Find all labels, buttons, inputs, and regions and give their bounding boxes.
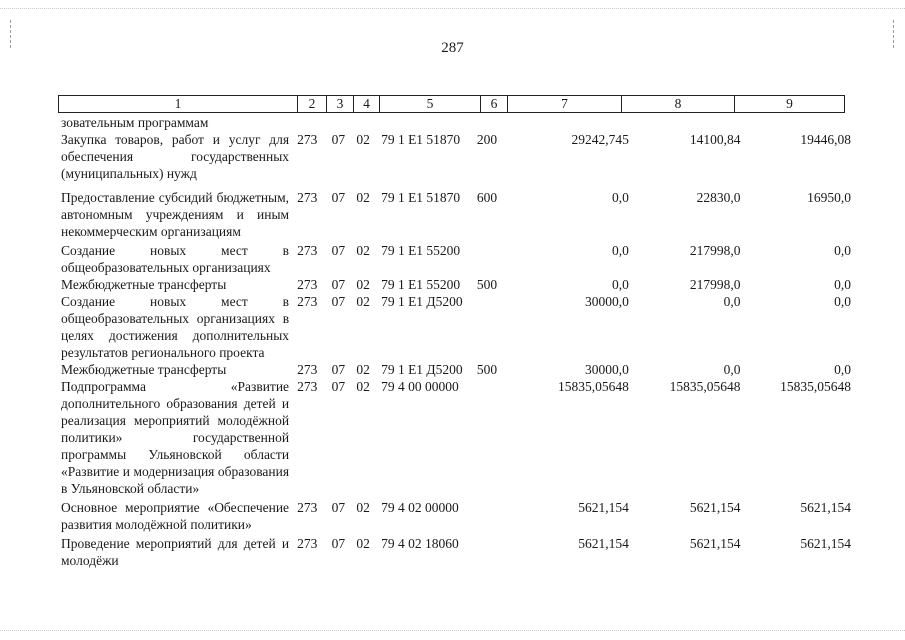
row-value-1: 15835,05648	[558, 379, 629, 394]
row-value-1: 0,0	[612, 190, 629, 205]
row-value-2: 5621,154	[689, 500, 741, 515]
row-target-code: 79 4 02 00000	[381, 500, 459, 515]
header-col-1: 1	[174, 96, 182, 111]
row-section: 07	[331, 243, 346, 258]
table-row	[61, 131, 851, 182]
row-type-code: 600	[476, 190, 498, 205]
table-row	[61, 189, 851, 240]
table-body	[61, 114, 851, 569]
row-value-2: 22830,0	[696, 190, 741, 205]
row-section: 07	[331, 294, 346, 309]
row-admin-code: 273	[297, 379, 318, 394]
row-type-code	[477, 499, 502, 533]
row-value-3: 0,0	[834, 243, 852, 258]
scan-artifact-bottom	[0, 630, 905, 632]
row-target-code: 79 1 E1 51870	[381, 190, 461, 205]
row-type-code	[477, 535, 502, 569]
table-header	[58, 95, 845, 113]
table-row	[61, 114, 851, 131]
row-type-code: 200	[476, 132, 498, 147]
row-name: Основное мероприятие «Обеспечение развития молодёжной политики»	[61, 500, 290, 532]
row-admin-code: 273	[297, 500, 318, 515]
row-name: Создание новых мест в общеобразовательных организациях в целях достижения дополнительных результатов регионального проекта	[61, 294, 290, 360]
header-col-5: 5	[379, 96, 480, 112]
table-row	[61, 378, 851, 497]
row-value-2: 15835,05648	[669, 379, 741, 394]
row-value-3: 5621,154	[800, 536, 852, 551]
row-subsection: 02	[356, 132, 370, 147]
row-subsection: 02	[356, 190, 370, 205]
row-target-code: 79 4 02 18060	[381, 536, 459, 551]
row-type-code	[477, 293, 502, 361]
row-value-3: 5621,154	[800, 500, 852, 515]
row-subsection: 02	[356, 294, 370, 309]
row-value-1: 0,0	[612, 243, 629, 258]
table-row	[61, 242, 851, 276]
header-col-9: 9	[734, 96, 844, 112]
row-type-code: 500	[476, 277, 498, 292]
header-col-3: 3	[326, 96, 353, 112]
row-section: 07	[331, 132, 346, 147]
row-name: Межбюджетные трансферты	[61, 362, 227, 377]
table-row	[61, 276, 851, 293]
row-name: Закупка товаров, работ и услуг для обеспечения государственных (муниципальных) нужд	[61, 132, 290, 181]
header-col-6: 6	[480, 96, 507, 112]
row-section: 07	[331, 362, 346, 377]
row-value-2: 14100,84	[689, 132, 741, 147]
row-subsection: 02	[356, 379, 370, 394]
row-target-code: 79 1 E1 51870	[381, 132, 461, 147]
header-col-7: 7	[507, 96, 621, 112]
row-name: Межбюджетные трансферты	[61, 277, 227, 292]
row-name: Подпрограмма «Развитие дополнительного образования детей и реализация мероприятий молодёжной политики» государственной программы Ульяновской области «Развитие и модернизация образования в Ульяновской области»	[61, 379, 290, 496]
row-admin-code: 273	[297, 243, 318, 258]
table-row	[61, 499, 851, 533]
row-name: зовательным программам	[61, 115, 209, 130]
row-admin-code: 273	[297, 536, 318, 551]
table-row	[61, 361, 851, 378]
row-section: 07	[331, 277, 346, 292]
row-admin-code: 273	[297, 190, 318, 205]
page-number: 287	[441, 40, 464, 56]
row-value-1: 30000,0	[585, 294, 629, 309]
table-row	[61, 535, 851, 569]
row-value-1: 5621,154	[578, 500, 629, 515]
scan-artifact-top	[0, 8, 905, 10]
row-value-3: 19446,08	[800, 132, 852, 147]
row-value-3: 0,0	[834, 277, 852, 292]
row-value-2: 0,0	[723, 362, 741, 377]
row-value-3: 15835,05648	[780, 379, 852, 394]
table-row	[61, 293, 851, 361]
row-value-1: 0,0	[612, 277, 629, 292]
row-name: Создание новых мест в общеобразовательных организациях	[61, 243, 290, 275]
row-target-code: 79 1 E1 55200	[381, 243, 461, 258]
row-value-2: 5621,154	[689, 536, 741, 551]
row-name: Предоставление субсидий бюджетным, автономным учреждениям и иным некоммерческим организациям	[61, 190, 290, 239]
row-subsection: 02	[356, 536, 370, 551]
row-admin-code: 273	[297, 362, 318, 377]
row-admin-code: 273	[297, 294, 318, 309]
row-value-3: 0,0	[834, 294, 852, 309]
row-name: Проведение мероприятий для детей и молодёжи	[61, 536, 290, 568]
row-value-3: 0,0	[834, 362, 852, 377]
row-value-1: 30000,0	[585, 362, 629, 377]
row-type-code	[477, 242, 502, 276]
row-value-1: 5621,154	[578, 536, 629, 551]
row-subsection: 02	[356, 243, 370, 258]
row-target-code: 79 4 00 00000	[381, 379, 459, 394]
row-target-code: 79 1 E1 Д5200	[381, 294, 463, 309]
row-value-2: 217998,0	[689, 243, 741, 258]
row-section: 07	[331, 190, 346, 205]
row-subsection: 02	[356, 500, 370, 515]
header-col-4: 4	[353, 96, 379, 112]
row-subsection: 02	[356, 277, 370, 292]
row-subsection: 02	[356, 362, 370, 377]
row-admin-code: 273	[297, 132, 318, 147]
row-target-code: 79 1 E1 55200	[381, 277, 461, 292]
row-value-2: 0,0	[723, 294, 741, 309]
header-col-2: 2	[297, 96, 326, 112]
row-target-code: 79 1 E1 Д5200	[381, 362, 463, 377]
row-admin-code: 273	[297, 277, 318, 292]
row-section: 07	[331, 379, 346, 394]
header-col-8: 8	[621, 96, 734, 112]
row-type-code: 500	[476, 362, 498, 377]
row-value-1: 29242,745	[571, 132, 629, 147]
row-value-2: 217998,0	[689, 277, 741, 292]
row-section: 07	[331, 536, 346, 551]
row-value-3: 16950,0	[807, 190, 852, 205]
row-section: 07	[331, 500, 346, 515]
row-type-code	[477, 378, 502, 497]
